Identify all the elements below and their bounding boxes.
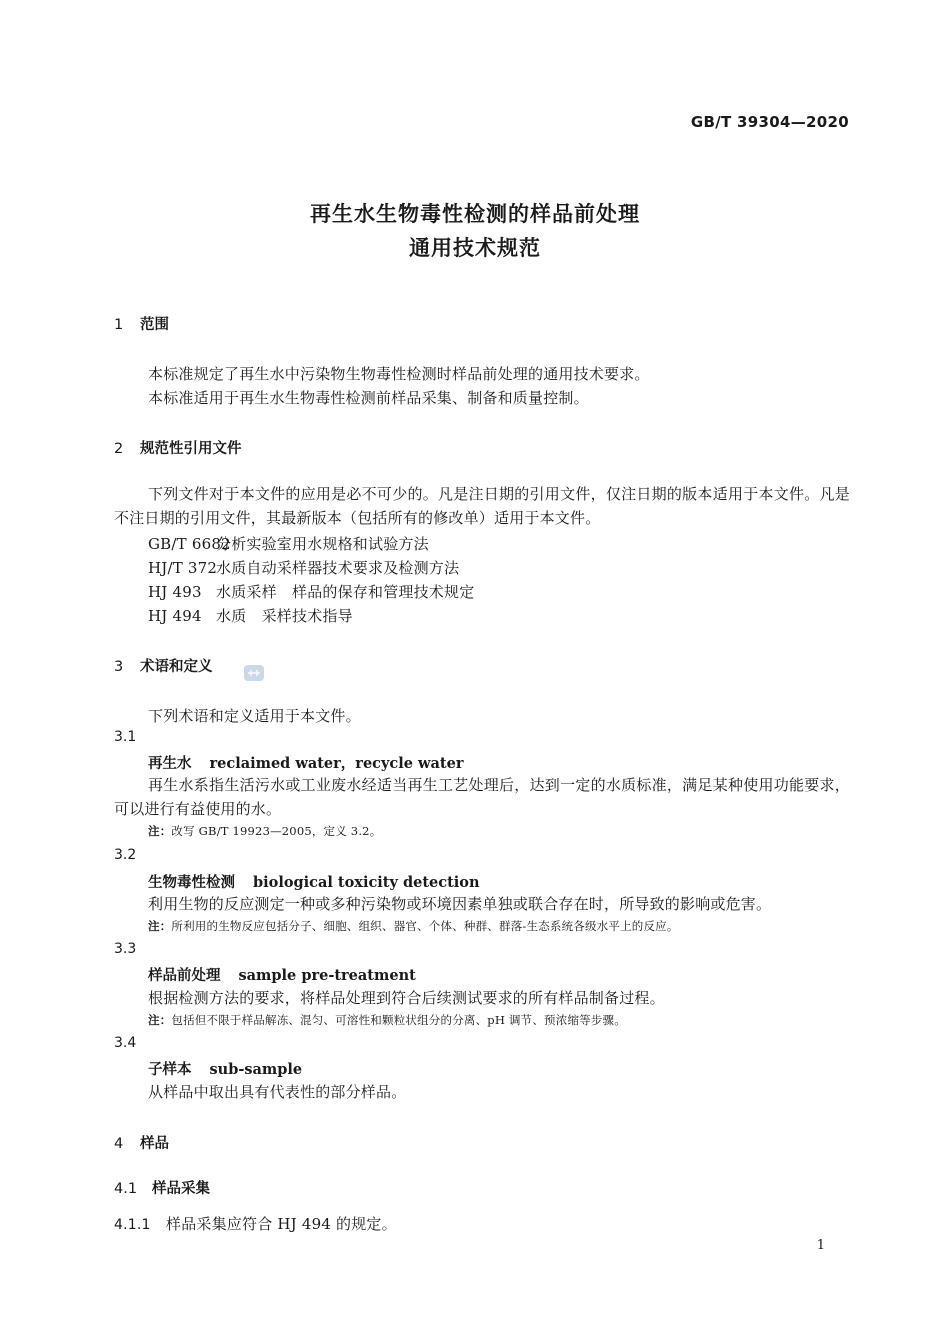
reference-item: [148, 605, 353, 626]
note-text: 包括但不限于样品解冻、混匀、可溶性和颗粒状组分的分离、pH 调节、预浓缩等步骤。: [171, 1013, 626, 1027]
clause-number: 4.1.1: [114, 1217, 151, 1233]
subsection-number: 4.1: [114, 1181, 138, 1197]
section-3-heading: [114, 655, 213, 676]
publisher-watermark-icon: [243, 662, 265, 684]
term-number: 3.4: [114, 1035, 137, 1051]
reference-code: HJ/T 372: [148, 559, 218, 577]
term-chinese: 子样本: [148, 1062, 192, 1078]
note-label: 注：: [148, 919, 172, 933]
note-text: 改写 GB/T 19923—2005，定义 3.2。: [171, 824, 382, 838]
reference-code: HJ 493: [148, 583, 202, 601]
paragraph: 下列术语和定义适用于本文件。: [148, 707, 361, 725]
term-entry: [148, 752, 463, 773]
subsection-title: 样品采集: [152, 1181, 210, 1197]
document-title-line2: 通用技术规范: [409, 236, 541, 260]
term-definition: 再生水系指生活污水或工业废水经适当再生工艺处理后，达到一定的水质标准，满足某种使用功能要求，可以进行有益使用的水。: [114, 776, 850, 818]
section-title: 规范性引用文件: [140, 441, 242, 457]
reference-title: 水质采样 样品的保存和管理技术规定: [216, 583, 475, 601]
term-definition: 利用生物的反应测定一种或多种污染物或环境因素单独或联合存在时，所导致的影响或危害。: [148, 895, 772, 913]
term-number: 3.2: [114, 847, 137, 863]
term-english: biological toxicity detection: [253, 874, 480, 891]
section-number: 4: [114, 1136, 124, 1152]
note: [148, 918, 679, 934]
note-label: 注：: [148, 824, 172, 838]
subsection-4-1-heading: [114, 1177, 210, 1198]
term-chinese: 样品前处理: [148, 968, 221, 984]
term-entry: [148, 871, 480, 892]
term-english: sub-sample: [209, 1061, 303, 1078]
clause-text: 样品采集应符合 HJ 494 的规定。: [166, 1215, 397, 1233]
paragraph: 本标准适用于再生水生物毒性检测前样品采集、制备和质量控制。: [148, 389, 589, 407]
section-2-heading: [114, 437, 242, 458]
document-number: GB/T 39304—2020: [690, 113, 849, 131]
term-english: reclaimed water，recycle water: [209, 755, 464, 772]
section-title: 样品: [140, 1136, 169, 1152]
section-number: 3: [114, 659, 124, 675]
note-text: 所利用的生物反应包括分子、细胞、组织、器官、个体、种群、群落-生态系统各级水平上的反应。: [171, 919, 679, 933]
term-definition: 从样品中取出具有代表性的部分样品。: [148, 1083, 407, 1101]
term-chinese: 再生水: [148, 756, 192, 772]
section-number: 2: [114, 441, 124, 457]
paragraph: 下列文件对于本文件的应用是必不可少的。凡是注日期的引用文件，仅注日期的版本适用于本文件。凡是不注日期的引用文件，其最新版本（包括所有的修改单）适用于本文件。: [114, 485, 850, 527]
term-entry: [148, 964, 416, 985]
note: [148, 1012, 626, 1028]
reference-title: 分析实验室用水规格和试验方法: [216, 535, 429, 553]
reference-item: [148, 581, 474, 602]
section-4-heading: [114, 1132, 169, 1153]
paragraph: 本标准规定了再生水中污染物生物毒性检测时样品前处理的通用技术要求。: [148, 365, 650, 383]
document-title-line1: 再生水生物毒性检测的样品前处理: [310, 202, 640, 226]
term-chinese: 生物毒性检测: [148, 875, 235, 891]
reference-item: [148, 557, 459, 578]
section-number: 1: [114, 317, 124, 333]
section-title: 范围: [140, 317, 169, 333]
section-title: 术语和定义: [140, 659, 213, 675]
reference-code: HJ 494: [148, 607, 202, 625]
note: [148, 823, 381, 839]
reference-item: [148, 533, 429, 554]
section-1-heading: [114, 313, 169, 334]
term-definition: 根据检测方法的要求，将样品处理到符合后续测试要求的所有样品制备过程。: [148, 989, 665, 1007]
reference-title: 水质自动采样器技术要求及检测方法: [216, 559, 460, 577]
term-english: sample pre-treatment: [238, 967, 416, 984]
term-number: 3.1: [114, 729, 137, 745]
reference-code: GB/T 6682: [148, 535, 231, 553]
reference-title: 水质 采样技术指导: [216, 607, 353, 625]
term-entry: [148, 1058, 302, 1079]
note-label: 注：: [148, 1013, 172, 1027]
page-number: 1: [816, 1238, 825, 1253]
term-number: 3.3: [114, 941, 137, 957]
clause-4-1-1: [114, 1213, 397, 1234]
